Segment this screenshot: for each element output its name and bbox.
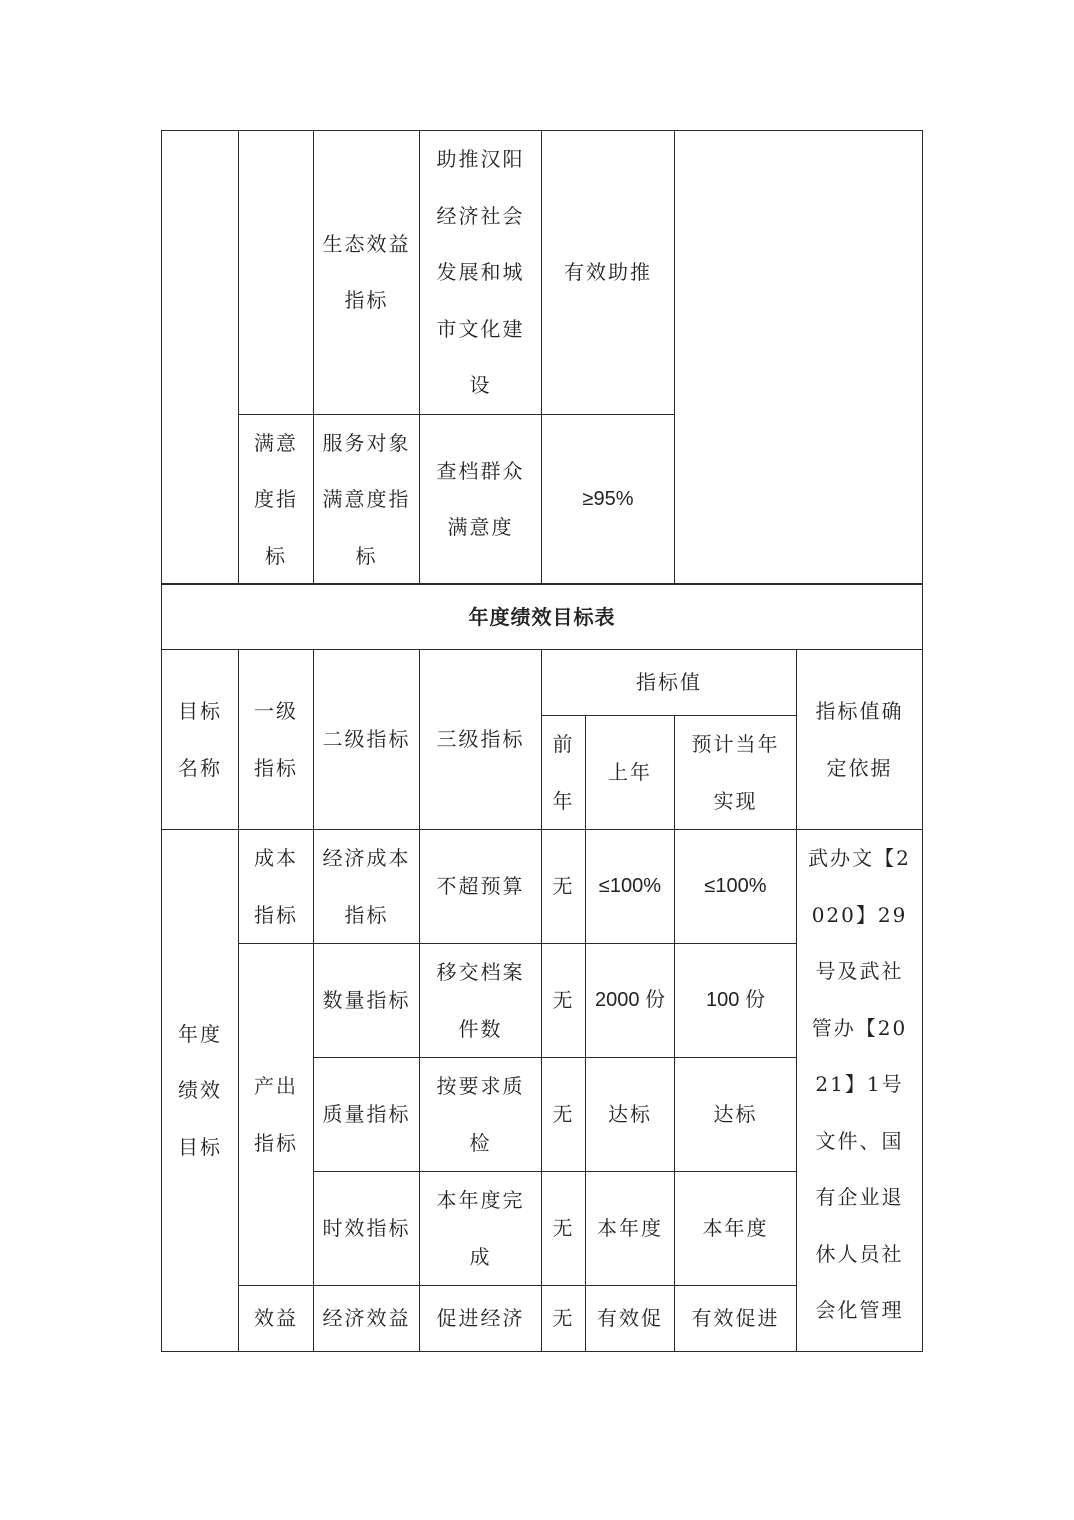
row-benefit-level1: 效益	[239, 1286, 314, 1352]
row-output-level1: 产出指标	[239, 944, 314, 1286]
header-value: 指标值	[542, 650, 797, 716]
row-quality-level2: 质量指标	[314, 1058, 420, 1172]
header-last-year: 上年	[586, 716, 675, 830]
satisfaction-level2-cell: 服务对象满意度指标	[314, 414, 420, 585]
eco-level2-cell: 生态效益指标	[314, 131, 420, 415]
header-level3: 三级指标	[420, 650, 542, 830]
row-cost-level3: 不超预算	[420, 830, 542, 944]
header-prev-year: 前年	[542, 716, 586, 830]
row-econ-benefit-level3: 促进经济	[420, 1286, 542, 1352]
header-level2: 二级指标	[314, 650, 420, 830]
row-timeliness-level2: 时效指标	[314, 1172, 420, 1286]
goal-name-cell: 年度绩效目标	[162, 830, 239, 1352]
row-quality-level3: 按要求质检	[420, 1058, 542, 1172]
header-expected: 预计当年实现	[675, 716, 797, 830]
blank-basis-cell	[675, 131, 923, 585]
basis-cell: 武办文【2020】29号及武社管办【2021】1号文件、国有企业退休人员社会化管理	[797, 830, 923, 1352]
table-title: 年度绩效目标表	[162, 584, 923, 650]
eco-level3-cell: 助推汉阳经济社会发展和城市文化建设	[420, 131, 542, 415]
row-quantity-level3: 移交档案件数	[420, 944, 542, 1058]
annual-performance-table	[161, 583, 923, 1352]
row-timeliness-prev: 无	[542, 1172, 586, 1286]
row-timeliness-current: 本年度	[675, 1172, 797, 1286]
row-quality-last: 达标	[586, 1058, 675, 1172]
header-basis: 指标值确定依据	[797, 650, 923, 830]
row-cost-level2: 经济成本指标	[314, 830, 420, 944]
header-level1: 一级指标	[239, 650, 314, 830]
blank-goal-cell	[162, 131, 239, 585]
row-cost-level1: 成本指标	[239, 830, 314, 944]
row-quantity-prev: 无	[542, 944, 586, 1058]
row-timeliness-last: 本年度	[586, 1172, 675, 1286]
satisfaction-level1-cell: 满意度指标	[239, 414, 314, 585]
row-cost-current: ≤100%	[675, 830, 797, 944]
row-quantity-level2: 数量指标	[314, 944, 420, 1058]
row-cost-last: ≤100%	[586, 830, 675, 944]
eco-value-cell: 有效助推	[542, 131, 675, 415]
row-cost-prev: 无	[542, 830, 586, 944]
row-econ-benefit-current: 有效促进	[675, 1286, 797, 1352]
row-econ-benefit-last: 有效促	[586, 1286, 675, 1352]
header-goal-name: 目标名称	[162, 650, 239, 830]
row-econ-benefit-level2: 经济效益	[314, 1286, 420, 1352]
row-quality-current: 达标	[675, 1058, 797, 1172]
blank-level1-cell	[239, 131, 314, 415]
row-timeliness-level3: 本年度完成	[420, 1172, 542, 1286]
row-quantity-last: 2000 份	[586, 944, 675, 1058]
previous-goal-table-continuation	[161, 130, 923, 585]
row-quality-prev: 无	[542, 1058, 586, 1172]
satisfaction-value-cell: ≥95%	[542, 414, 675, 585]
row-econ-benefit-prev: 无	[542, 1286, 586, 1352]
satisfaction-level3-cell: 查档群众满意度	[420, 414, 542, 585]
row-quantity-current: 100 份	[675, 944, 797, 1058]
